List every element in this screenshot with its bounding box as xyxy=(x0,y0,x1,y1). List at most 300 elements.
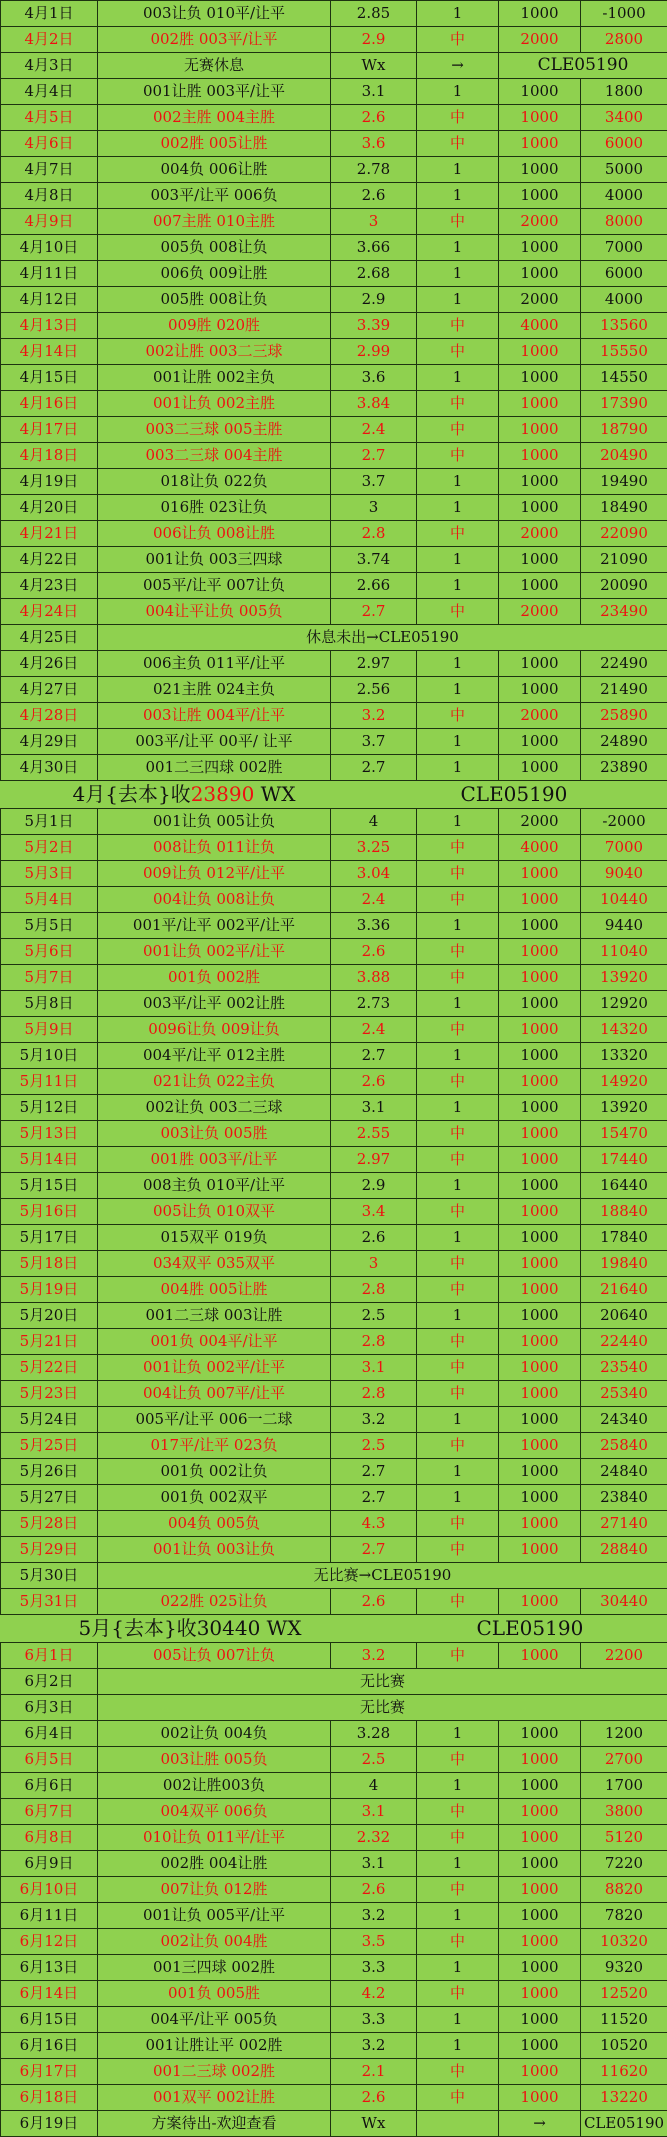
result-cell: 1 xyxy=(417,1721,499,1747)
pick-cell: 002胜 005让胜 xyxy=(98,131,331,157)
date-cell: 5月25日 xyxy=(1,1433,98,1459)
stake-cell: 1000 xyxy=(499,2059,581,2085)
balance-cell: 20490 xyxy=(581,443,667,469)
date-cell: 5月16日 xyxy=(1,1199,98,1225)
result-cell: 中 xyxy=(417,1799,499,1825)
record-row xyxy=(1,625,667,651)
record-row xyxy=(1,729,667,755)
record-row xyxy=(1,1537,667,1563)
stake-cell: 2000 xyxy=(499,521,581,547)
result-cell: 1 xyxy=(417,1095,499,1121)
result-cell: 中 xyxy=(417,1199,499,1225)
balance-cell: 25340 xyxy=(581,1381,667,1407)
balance-cell: 8000 xyxy=(581,209,667,235)
odds-cell: 2.78 xyxy=(331,157,417,183)
pick-cell: 001让负 005让负 xyxy=(98,809,331,835)
result-cell: 中 xyxy=(417,1381,499,1407)
stake-cell: 1000 xyxy=(499,105,581,131)
record-row xyxy=(1,1251,667,1277)
date-cell: 4月17日 xyxy=(1,417,98,443)
balance-cell: 3800 xyxy=(581,1799,667,1825)
stake-cell: 1000 xyxy=(499,1485,581,1511)
date-cell: 4月20日 xyxy=(1,495,98,521)
pick-cell: 002主胜 004主胜 xyxy=(98,105,331,131)
balance-cell: 4000 xyxy=(581,183,667,209)
date-cell: 5月31日 xyxy=(1,1589,98,1615)
date-cell: 6月2日 xyxy=(1,1669,98,1695)
date-cell: 4月7日 xyxy=(1,157,98,183)
result-cell: 1 xyxy=(417,573,499,599)
stake-cell: 1000 xyxy=(499,2085,581,2111)
rest-notice-cell: 无比赛 xyxy=(98,1669,667,1695)
odds-cell: 2.5 xyxy=(331,1433,417,1459)
record-row xyxy=(1,1799,667,1825)
balance-cell: 6000 xyxy=(581,131,667,157)
result-cell: 1 xyxy=(417,1225,499,1251)
stake-cell: 1000 xyxy=(499,157,581,183)
date-cell: 5月21日 xyxy=(1,1329,98,1355)
odds-cell: 3.2 xyxy=(331,1643,417,1669)
balance-cell: 18490 xyxy=(581,495,667,521)
odds-cell: 3.1 xyxy=(331,1355,417,1381)
balance-cell: 1700 xyxy=(581,1773,667,1799)
balance-cell: 14920 xyxy=(581,1069,667,1095)
stake-cell: 1000 xyxy=(499,1407,581,1433)
balance-cell: 2800 xyxy=(581,27,667,53)
odds-cell: 3.88 xyxy=(331,965,417,991)
record-row xyxy=(1,1589,667,1615)
odds-cell: 2.4 xyxy=(331,887,417,913)
pick-cell: 001二三球 003让胜 xyxy=(98,1303,331,1329)
result-cell: 1 xyxy=(417,261,499,287)
summary-title: 4月{去本}收 xyxy=(73,782,191,806)
balance-cell: 5120 xyxy=(581,1825,667,1851)
balance-cell: 13560 xyxy=(581,313,667,339)
odds-cell: 2.7 xyxy=(331,1459,417,1485)
summary-title: 5月{去本}收 xyxy=(79,1616,197,1640)
balance-cell: 17840 xyxy=(581,1225,667,1251)
summary-wx: WX xyxy=(260,1616,301,1640)
pick-cell: 001让负 005平/让平 xyxy=(98,1903,331,1929)
result-cell: 1 xyxy=(417,1903,499,1929)
balance-cell: 5000 xyxy=(581,157,667,183)
date-cell: 4月25日 xyxy=(1,625,98,651)
date-cell: 4月9日 xyxy=(1,209,98,235)
record-row xyxy=(1,313,667,339)
record-row xyxy=(1,913,667,939)
stake-cell: 1000 xyxy=(499,1825,581,1851)
balance-cell: 21640 xyxy=(581,1277,667,1303)
odds-cell: 2.8 xyxy=(331,1329,417,1355)
date-cell: 5月17日 xyxy=(1,1225,98,1251)
stake-cell: 1000 xyxy=(499,235,581,261)
balance-cell: 20090 xyxy=(581,573,667,599)
stake-cell: 1000 xyxy=(499,573,581,599)
record-row xyxy=(1,469,667,495)
odds-cell: 3.2 xyxy=(331,1903,417,1929)
balance-cell: -1000 xyxy=(581,1,667,27)
result-cell: 中 xyxy=(417,105,499,131)
odds-cell: 3.1 xyxy=(331,1799,417,1825)
stake-cell: 1000 xyxy=(499,391,581,417)
odds-cell: 2.9 xyxy=(331,1173,417,1199)
odds-cell: 2.6 xyxy=(331,2085,417,2111)
pick-cell: 010让负 011平/让平 xyxy=(98,1825,331,1851)
date-cell: 5月7日 xyxy=(1,965,98,991)
record-row xyxy=(1,105,667,131)
stake-cell: 1000 xyxy=(499,1199,581,1225)
date-cell: 5月14日 xyxy=(1,1147,98,1173)
stake-cell: 1000 xyxy=(499,1095,581,1121)
odds-cell: 2.7 xyxy=(331,443,417,469)
result-cell: 1 xyxy=(417,729,499,755)
pick-cell: 004胜 005让胜 xyxy=(98,1277,331,1303)
summary-code: CLE05190 xyxy=(417,781,667,809)
balance-cell: 23840 xyxy=(581,1485,667,1511)
record-row xyxy=(1,1563,667,1589)
pick-cell: 005胜 008让负 xyxy=(98,287,331,313)
odds-cell: 3 xyxy=(331,209,417,235)
pick-cell: 016胜 023让负 xyxy=(98,495,331,521)
pick-cell: 003让负 005胜 xyxy=(98,1121,331,1147)
summary-label xyxy=(1,1615,417,1643)
balance-cell: 24890 xyxy=(581,729,667,755)
month-summary-row xyxy=(1,781,667,809)
pick-cell: 003平/让平 006负 xyxy=(98,183,331,209)
pick-cell: 001让胜让平 002胜 xyxy=(98,2033,331,2059)
odds-cell: 3.4 xyxy=(331,1199,417,1225)
odds-cell: 3.84 xyxy=(331,391,417,417)
pick-cell: 006让负 008让胜 xyxy=(98,521,331,547)
record-row xyxy=(1,1225,667,1251)
stake-cell: 1000 xyxy=(499,755,581,781)
balance-cell: 24840 xyxy=(581,1459,667,1485)
record-row xyxy=(1,521,667,547)
pick-cell: 001负 002双平 xyxy=(98,1485,331,1511)
pick-cell: 001负 004平/让平 xyxy=(98,1329,331,1355)
pick-cell: 003二三球 005主胜 xyxy=(98,417,331,443)
code-cell: CLE05190 xyxy=(499,53,667,79)
odds-cell: 2.8 xyxy=(331,1381,417,1407)
result-cell: 中 xyxy=(417,131,499,157)
odds-cell: 2.99 xyxy=(331,339,417,365)
odds-cell: 2.9 xyxy=(331,287,417,313)
record-row xyxy=(1,755,667,781)
stake-cell: 1000 xyxy=(499,1251,581,1277)
record-row xyxy=(1,1173,667,1199)
date-cell: 6月4日 xyxy=(1,1721,98,1747)
date-cell: 4月15日 xyxy=(1,365,98,391)
record-row xyxy=(1,79,667,105)
record-row xyxy=(1,209,667,235)
record-row xyxy=(1,1147,667,1173)
odds-cell: Wx xyxy=(331,53,417,79)
result-cell: 中 xyxy=(417,1355,499,1381)
stake-cell: 2000 xyxy=(499,27,581,53)
result-cell: 1 xyxy=(417,1955,499,1981)
record-row xyxy=(1,183,667,209)
result-cell: 1 xyxy=(417,79,499,105)
record-row xyxy=(1,2059,667,2085)
odds-cell: 3.25 xyxy=(331,835,417,861)
result-cell: 中 xyxy=(417,861,499,887)
stake-cell: 1000 xyxy=(499,1981,581,2007)
result-cell: 1 xyxy=(417,1851,499,1877)
balance-cell: 16440 xyxy=(581,1173,667,1199)
odds-cell: 3.28 xyxy=(331,1721,417,1747)
pick-cell: 001负 002胜 xyxy=(98,965,331,991)
odds-cell: 3.1 xyxy=(331,1851,417,1877)
record-row xyxy=(1,1407,667,1433)
date-cell: 6月11日 xyxy=(1,1903,98,1929)
result-cell: 中 xyxy=(417,1329,499,1355)
result-cell: 1 xyxy=(417,651,499,677)
balance-cell: 14550 xyxy=(581,365,667,391)
balance-cell: 7820 xyxy=(581,1903,667,1929)
balance-cell: 19840 xyxy=(581,1251,667,1277)
stake-cell: 1000 xyxy=(499,131,581,157)
record-row xyxy=(1,1277,667,1303)
date-cell: 4月1日 xyxy=(1,1,98,27)
rest-notice-cell: 休息未出→CLE05190 xyxy=(98,625,667,651)
date-cell: 4月13日 xyxy=(1,313,98,339)
summary-wx: WX xyxy=(254,782,295,806)
date-cell: 5月30日 xyxy=(1,1563,98,1589)
date-cell: 4月10日 xyxy=(1,235,98,261)
stake-cell: 1000 xyxy=(499,1721,581,1747)
pick-cell: 001让负 003让负 xyxy=(98,1537,331,1563)
balance-cell: 11620 xyxy=(581,2059,667,2085)
pick-cell: 001让负 003三四球 xyxy=(98,547,331,573)
record-row xyxy=(1,157,667,183)
result-cell: 中 xyxy=(417,1433,499,1459)
date-cell: 6月1日 xyxy=(1,1643,98,1669)
date-cell: 4月18日 xyxy=(1,443,98,469)
date-cell: 5月10日 xyxy=(1,1043,98,1069)
balance-cell: 24340 xyxy=(581,1407,667,1433)
stake-cell: 1000 xyxy=(499,1303,581,1329)
date-cell: 6月8日 xyxy=(1,1825,98,1851)
pick-cell: 0096让负 009让负 xyxy=(98,1017,331,1043)
odds-cell: Wx xyxy=(331,2111,417,2137)
result-cell: 中 xyxy=(417,1589,499,1615)
stake-cell: 1000 xyxy=(499,887,581,913)
record-row xyxy=(1,1929,667,1955)
odds-cell: 2.73 xyxy=(331,991,417,1017)
balance-cell: 23890 xyxy=(581,755,667,781)
pick-cell: 003让负 010平/让平 xyxy=(98,1,331,27)
balance-cell: 12920 xyxy=(581,991,667,1017)
date-cell: 4月3日 xyxy=(1,53,98,79)
record-row xyxy=(1,1017,667,1043)
stake-cell: 1000 xyxy=(499,1225,581,1251)
record-row xyxy=(1,965,667,991)
balance-cell: 11520 xyxy=(581,2007,667,2033)
date-cell: 6月12日 xyxy=(1,1929,98,1955)
odds-cell: 3.2 xyxy=(331,1407,417,1433)
result-cell: 1 xyxy=(417,1459,499,1485)
pick-cell: 005让负 010双平 xyxy=(98,1199,331,1225)
stake-cell: 1000 xyxy=(499,495,581,521)
pick-cell: 001二三球 002胜 xyxy=(98,2059,331,2085)
balance-cell: CLE05190 xyxy=(581,2111,667,2137)
balance-cell: 30440 xyxy=(581,1589,667,1615)
pick-cell: 004负 006让胜 xyxy=(98,157,331,183)
date-cell: 5月27日 xyxy=(1,1485,98,1511)
odds-cell: 3.3 xyxy=(331,2007,417,2033)
pick-cell: 001让负 002平/让平 xyxy=(98,1355,331,1381)
pick-cell: 007主胜 010主胜 xyxy=(98,209,331,235)
stake-cell: 1000 xyxy=(499,469,581,495)
stake-cell: 1000 xyxy=(499,1277,581,1303)
month-summary-row xyxy=(1,1615,667,1643)
record-row xyxy=(1,1747,667,1773)
stake-cell: 1000 xyxy=(499,1877,581,1903)
pick-cell: 001让负 002主胜 xyxy=(98,391,331,417)
pick-cell: 001三四球 002胜 xyxy=(98,1955,331,1981)
stake-cell: 2000 xyxy=(499,703,581,729)
odds-cell: 2.8 xyxy=(331,1277,417,1303)
stake-cell: 4000 xyxy=(499,313,581,339)
pick-cell: 004让负 007平/让平 xyxy=(98,1381,331,1407)
summary-label xyxy=(1,781,417,809)
result-cell: 中 xyxy=(417,27,499,53)
date-cell: 4月16日 xyxy=(1,391,98,417)
balance-cell: 21490 xyxy=(581,677,667,703)
pick-cell: 004平/让平 005负 xyxy=(98,2007,331,2033)
result-cell: → xyxy=(417,53,499,79)
record-row xyxy=(1,391,667,417)
pick-cell: 001负 002让负 xyxy=(98,1459,331,1485)
stake-cell: 1000 xyxy=(499,1459,581,1485)
record-row xyxy=(1,547,667,573)
stake-cell: 1000 xyxy=(499,2033,581,2059)
summary-code: CLE05190 xyxy=(417,1615,667,1643)
record-row xyxy=(1,1721,667,1747)
stake-cell: 1000 xyxy=(499,1929,581,1955)
pick-cell: 021主胜 024主负 xyxy=(98,677,331,703)
balance-cell: 28840 xyxy=(581,1537,667,1563)
record-row xyxy=(1,53,667,79)
balance-cell: 6000 xyxy=(581,261,667,287)
odds-cell: 2.85 xyxy=(331,1,417,27)
stake-cell: 1000 xyxy=(499,1121,581,1147)
pick-cell: 004让负 008让负 xyxy=(98,887,331,913)
date-cell: 6月15日 xyxy=(1,2007,98,2033)
result-cell: 1 xyxy=(417,755,499,781)
stake-cell: 1000 xyxy=(499,861,581,887)
date-cell: 5月23日 xyxy=(1,1381,98,1407)
odds-cell: 2.4 xyxy=(331,1017,417,1043)
stake-cell: 2000 xyxy=(499,209,581,235)
balance-cell: 18790 xyxy=(581,417,667,443)
record-row xyxy=(1,809,667,835)
balance-cell: 9320 xyxy=(581,1955,667,1981)
result-cell: 中 xyxy=(417,313,499,339)
pick-cell: 007让负 012胜 xyxy=(98,1877,331,1903)
date-cell: 5月11日 xyxy=(1,1069,98,1095)
record-row xyxy=(1,887,667,913)
stake-cell: 1000 xyxy=(499,651,581,677)
date-cell: 4月5日 xyxy=(1,105,98,131)
date-cell: 6月13日 xyxy=(1,1955,98,1981)
record-row xyxy=(1,2007,667,2033)
balance-cell: 1800 xyxy=(581,79,667,105)
pick-cell: 002胜 003平/让平 xyxy=(98,27,331,53)
result-cell: 中 xyxy=(417,965,499,991)
balance-cell: 13320 xyxy=(581,1043,667,1069)
date-cell: 4月23日 xyxy=(1,573,98,599)
result-cell: 1 xyxy=(417,809,499,835)
pick-cell: 001平/让平 002平/让平 xyxy=(98,913,331,939)
pick-cell: 002让负 004负 xyxy=(98,1721,331,1747)
result-cell: 中 xyxy=(417,1825,499,1851)
result-cell: 中 xyxy=(417,1251,499,1277)
date-cell: 6月14日 xyxy=(1,1981,98,2007)
date-cell: 5月2日 xyxy=(1,835,98,861)
stake-cell: 1000 xyxy=(499,965,581,991)
stake-cell: 1000 xyxy=(499,1355,581,1381)
stake-cell: 1000 xyxy=(499,729,581,755)
result-cell: 中 xyxy=(417,1981,499,2007)
stake-cell: 1000 xyxy=(499,1329,581,1355)
odds-cell: 3.74 xyxy=(331,547,417,573)
record-row xyxy=(1,27,667,53)
balance-cell: 13220 xyxy=(581,2085,667,2111)
date-cell: 6月5日 xyxy=(1,1747,98,1773)
balance-cell: 25890 xyxy=(581,703,667,729)
date-cell: 6月19日 xyxy=(1,2111,98,2137)
stake-cell: 1000 xyxy=(499,1537,581,1563)
stake-cell: → xyxy=(499,2111,581,2137)
pick-cell: 022胜 025让负 xyxy=(98,1589,331,1615)
odds-cell: 2.97 xyxy=(331,651,417,677)
odds-cell: 3.3 xyxy=(331,1955,417,1981)
date-cell: 4月29日 xyxy=(1,729,98,755)
balance-cell: 9440 xyxy=(581,913,667,939)
record-row xyxy=(1,1355,667,1381)
pick-cell: 001让胜 003平/让平 xyxy=(98,79,331,105)
stake-cell: 1000 xyxy=(499,1773,581,1799)
record-row xyxy=(1,339,667,365)
balance-cell: 15550 xyxy=(581,339,667,365)
result-cell: 中 xyxy=(417,1017,499,1043)
stake-cell: 1000 xyxy=(499,1017,581,1043)
date-cell: 5月3日 xyxy=(1,861,98,887)
record-row xyxy=(1,835,667,861)
result-cell: 中 xyxy=(417,1747,499,1773)
result-cell: 中 xyxy=(417,391,499,417)
balance-cell: 7220 xyxy=(581,1851,667,1877)
result-cell: 中 xyxy=(417,1643,499,1669)
date-cell: 4月27日 xyxy=(1,677,98,703)
date-cell: 5月22日 xyxy=(1,1355,98,1381)
pick-cell: 002让负 003二三球 xyxy=(98,1095,331,1121)
record-row xyxy=(1,1,667,27)
record-row xyxy=(1,1303,667,1329)
date-cell: 5月13日 xyxy=(1,1121,98,1147)
odds-cell: 2.5 xyxy=(331,1303,417,1329)
pick-cell: 009胜 020胜 xyxy=(98,313,331,339)
record-row xyxy=(1,2111,667,2137)
pick-cell: 003二三球 004主胜 xyxy=(98,443,331,469)
odds-cell: 2.6 xyxy=(331,105,417,131)
stake-cell: 1000 xyxy=(499,79,581,105)
result-cell: 1 xyxy=(417,913,499,939)
balance-cell: 1200 xyxy=(581,1721,667,1747)
record-row xyxy=(1,939,667,965)
odds-cell: 2.6 xyxy=(331,1589,417,1615)
